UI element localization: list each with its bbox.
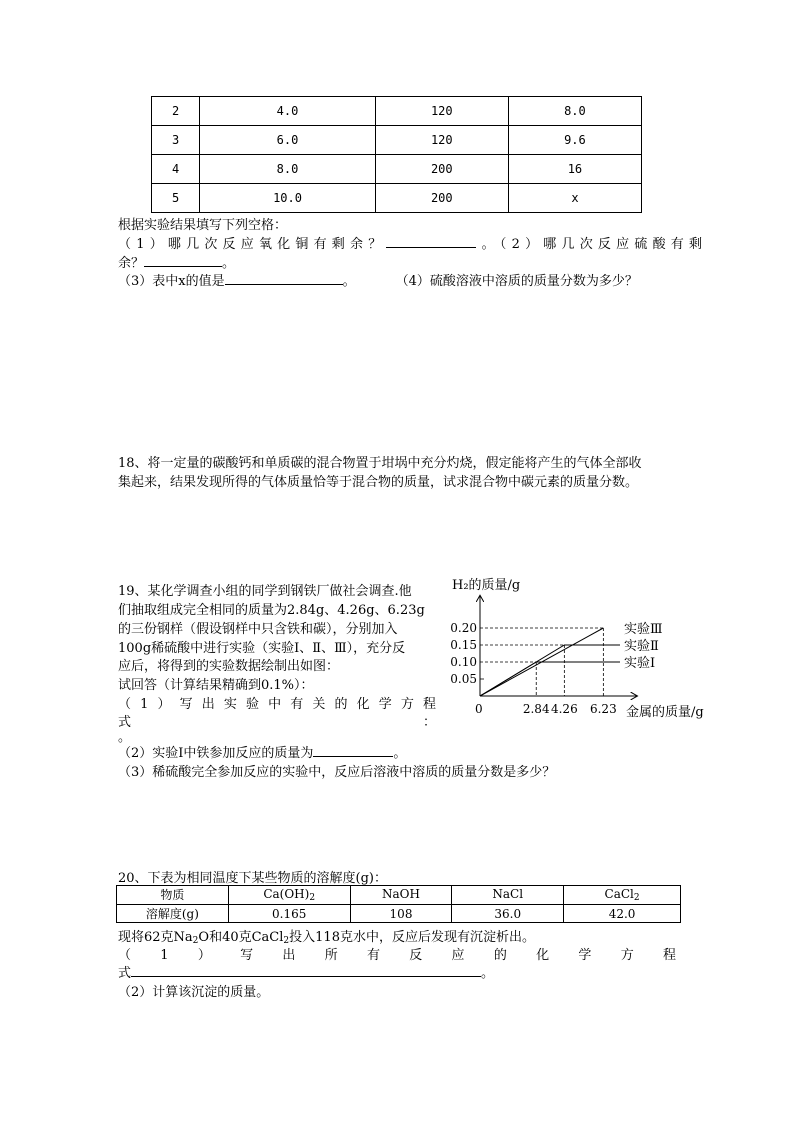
y-axis-label: H₂的质量/g	[452, 578, 521, 593]
solubility-value-row	[117, 905, 681, 923]
solubility-header-cell	[117, 886, 229, 905]
q20-line1a: 现将62克Na	[118, 930, 193, 945]
q17-part4: （4）硫酸溶液中溶质的质量分数为多少？	[395, 274, 638, 289]
y-tick-label: 0.20	[450, 621, 477, 635]
q20-intro: 20、下表为相同温度下某些物质的溶解度(g)：	[118, 871, 388, 886]
q20-blank-1[interactable]	[131, 963, 481, 977]
table-cell: 8.0	[200, 155, 375, 184]
series-label: 实验Ⅲ	[624, 622, 663, 637]
q18-line2: 集起来，结果发现所得的气体质量恰等于混合物的质量，试求混合物中碳元素的质量分数。	[118, 475, 639, 490]
table-cell: 120	[375, 126, 508, 155]
table-cell: 2	[152, 97, 200, 126]
solubility-header-text: 物质	[160, 888, 185, 902]
q19-part3: （3）稀硫酸完全参加反应的实验中，反应后溶液中溶质的质量分数是多少？	[118, 765, 556, 780]
table-cell: 5	[152, 184, 200, 213]
solubility-value-cell: 0.165	[228, 905, 350, 923]
q19-line5: 应后，将得到的实验数据绘制出如图：	[118, 659, 340, 674]
y-tick-label: 0.05	[450, 672, 477, 686]
solubility-header-cell	[452, 886, 564, 905]
q17-intro: 根据实验结果填写下列空格：	[118, 218, 288, 233]
x-tick-label: 2.84	[522, 702, 550, 716]
origin-label: 0	[475, 702, 483, 716]
q20-part1-end: 。	[481, 966, 495, 981]
solubility-header-text: Ca(OH)	[263, 887, 310, 901]
q19-part2-end: 。	[393, 746, 407, 761]
table-cell: 120	[375, 97, 508, 126]
table-cell: 6.0	[200, 126, 375, 155]
table-cell: 9.6	[508, 126, 641, 155]
q17-blank-3[interactable]	[225, 271, 343, 285]
q19-line6: 试回答（计算结果精确到0.1%）：	[118, 678, 314, 693]
q20-line1a-sub: 2	[192, 936, 199, 946]
q20-part1-line	[118, 944, 676, 963]
q19-line3: 的三份钢样（假设钢样中只含铁和碳），分别加入	[118, 622, 398, 637]
q19-line1: 19、某化学调查小组的同学到钢铁厂做社会调查.他	[118, 584, 412, 599]
q19-blank-2[interactable]	[313, 743, 393, 757]
q17-part1: （1）哪几次反应氧化铜有剩余？	[118, 237, 387, 252]
q20-line1c: 投入118克水中，反应后发现有沉淀析出。	[289, 930, 535, 945]
solubility-header-text: NaCl	[492, 887, 524, 901]
q17-line1	[118, 233, 702, 252]
series-label: 实验Ⅰ	[624, 656, 656, 671]
q19-part1-line	[118, 693, 436, 712]
table-row	[152, 184, 642, 213]
solubility-header-cell	[350, 886, 452, 905]
q17-line2	[118, 252, 235, 271]
q19-part1b: 式	[118, 715, 137, 730]
q18-line1: 18、将一定量的碳酸钙和单质碳的混合物置于坩埚中充分灼烧，假定能将产生的气体全部收	[118, 456, 642, 471]
q19-part2: （2）实验Ⅰ中铁参加反应的质量为	[118, 746, 314, 761]
solubility-table	[116, 885, 681, 923]
q17-part2-cont: 余？	[118, 256, 145, 271]
q19-part1d: 。	[118, 730, 132, 745]
q19-line2: 们抽取组成完全相同的质量为2.84g、4.26g、6.23g	[118, 603, 425, 618]
q17-blank-2[interactable]	[144, 253, 222, 267]
q20-line1	[118, 926, 535, 946]
q17-part3-end: 。	[342, 274, 356, 289]
q19-blank-1[interactable]	[137, 713, 417, 726]
x-axis-label: 金属的质量/g	[626, 705, 704, 720]
solubility-header-text: NaOH	[382, 887, 420, 901]
table-cell: 4.0	[200, 97, 375, 126]
q20-line1b-sub: 2	[283, 936, 290, 946]
x-tick-label: 4.26	[550, 702, 578, 716]
q20-part1b: 式	[118, 966, 132, 981]
solubility-value-cell: 36.0	[452, 905, 564, 923]
experiment-table	[151, 96, 642, 213]
solubility-header-row	[117, 886, 681, 905]
solubility-header-text: CaCl	[604, 887, 634, 901]
h2-mass-chart	[448, 572, 718, 722]
solubility-value-cell: 108	[350, 905, 452, 923]
table-cell: 16	[508, 155, 641, 184]
series-label: 实验Ⅱ	[624, 639, 659, 654]
q17-part2-end: 。	[222, 256, 236, 271]
table-row	[152, 97, 642, 126]
table-row	[152, 126, 642, 155]
q19-line4: 100g稀硫酸中进行实验（实验Ⅰ、Ⅱ、Ⅲ），充分反	[118, 641, 406, 656]
solubility-header-sub: 2	[633, 893, 640, 903]
x-tick-label: 6.23	[589, 702, 617, 716]
q17-blank-1[interactable]	[386, 234, 476, 248]
table-row	[152, 155, 642, 184]
series-line	[480, 662, 620, 696]
q19-part1a: （1）写出实验中有关的化学方程	[118, 697, 436, 712]
solubility-value-cell: 溶解度(g)	[117, 905, 229, 923]
table-cell: 10.0	[200, 184, 375, 213]
q20-line1b: O和40克CaCl	[198, 930, 284, 945]
q17-part2: （2）哪几次反应硫酸有剩	[499, 237, 702, 252]
table-cell: 200	[375, 184, 508, 213]
y-tick-label: 0.15	[450, 638, 477, 652]
q17-part3: （3）表中x的值是	[118, 274, 225, 289]
solubility-header-cell	[564, 886, 681, 905]
q20-part2: （2）计算该沉淀的质量。	[118, 985, 270, 1000]
q20-part1-line2	[118, 962, 494, 981]
solubility-value-cell: 42.0	[564, 905, 681, 923]
table-cell: 3	[152, 126, 200, 155]
table-cell: x	[508, 184, 641, 213]
q17-part1-end: 。	[476, 237, 500, 252]
q19-part2-line	[118, 742, 406, 761]
q17-line3	[118, 270, 638, 289]
solubility-header-sub: 2	[309, 893, 316, 903]
q19-part1c: ：	[417, 715, 436, 730]
table-cell: 4	[152, 155, 200, 184]
table-cell: 200	[375, 155, 508, 184]
q19-part1-line2	[118, 711, 436, 730]
y-tick-label: 0.10	[450, 655, 477, 669]
solubility-header-cell	[228, 886, 350, 905]
q20-part1a: （1）写出所有反应的化学方程	[118, 948, 676, 963]
table-cell: 8.0	[508, 97, 641, 126]
series-line	[480, 645, 620, 696]
